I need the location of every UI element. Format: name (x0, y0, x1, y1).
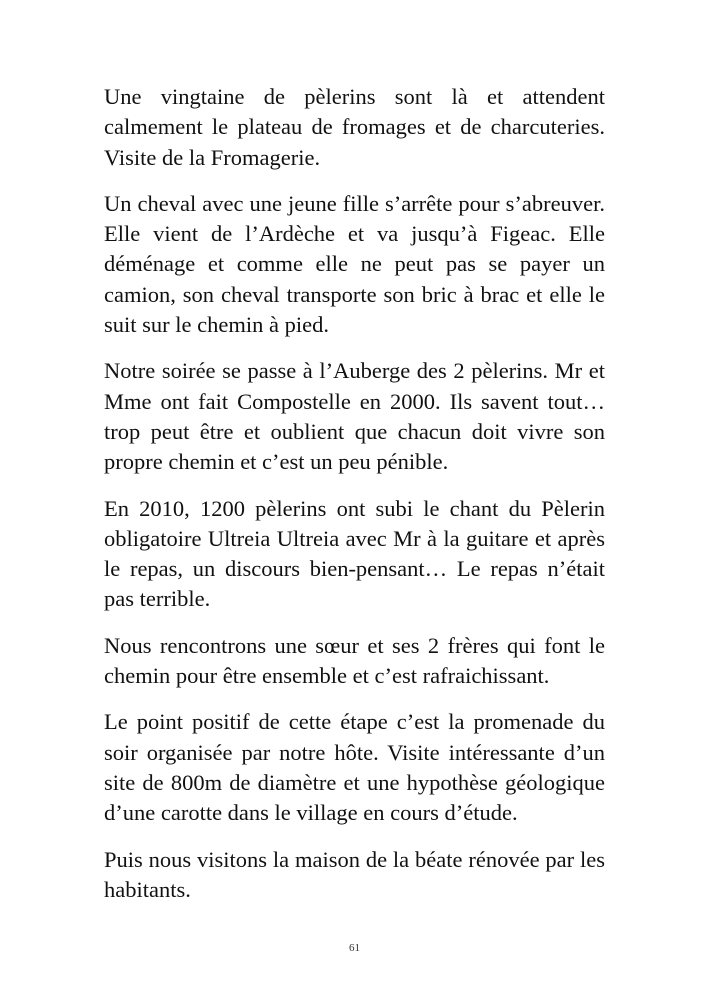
paragraph-7: Puis nous visitons la maison de la béate rénovée par les habitants. (104, 846, 605, 902)
paragraph-1: Une vingtaine de pèlerins sont là et attendent calmement le plateau de fromages et de charcuteries. Visite de la Fromagerie. (104, 84, 605, 170)
paragraph-4: En 2010, 1200 pèlerins ont subi le chant du Pèlerin obligatoire Ultreia Ultreia avec Mr à la guitare et après le repas, un discours bien-pensant… Le repas n’était pas terrible. (104, 495, 605, 612)
paragraph-5: Nous rencontrons une sœur et ses 2 frères qui font le chemin pour être ensemble et c’est rafraichissant. (104, 632, 605, 689)
paragraph-2: Un cheval avec une jeune fille s’arrête pour s’abreuver. Elle vient de l’Ardèche et va jusqu’à Figeac. Elle déménage et comme elle ne peut pas se payer un camion, son cheval transporte son bric à brac et elle le suit sur le chemin à pied. (104, 190, 605, 338)
paragraph-6: Le point positif de cette étape c’est la promenade du soir organisée par notre hôte. Visite intéressante d’un site de 800m de diamètre et une hypothèse géologique d’une carotte dans le village en cours d’étude. (104, 709, 605, 826)
body-text (104, 82, 605, 921)
page-number: 61 (349, 942, 360, 954)
paragraph-3: Notre soirée se passe à l’Auberge des 2 pèlerins. Mr et Mme ont fait Compostelle en 2000. Ils savent tout… trop peut être et oublient que chacun doit vivre son propre chemin et c’est un peu pénible. (104, 358, 605, 475)
